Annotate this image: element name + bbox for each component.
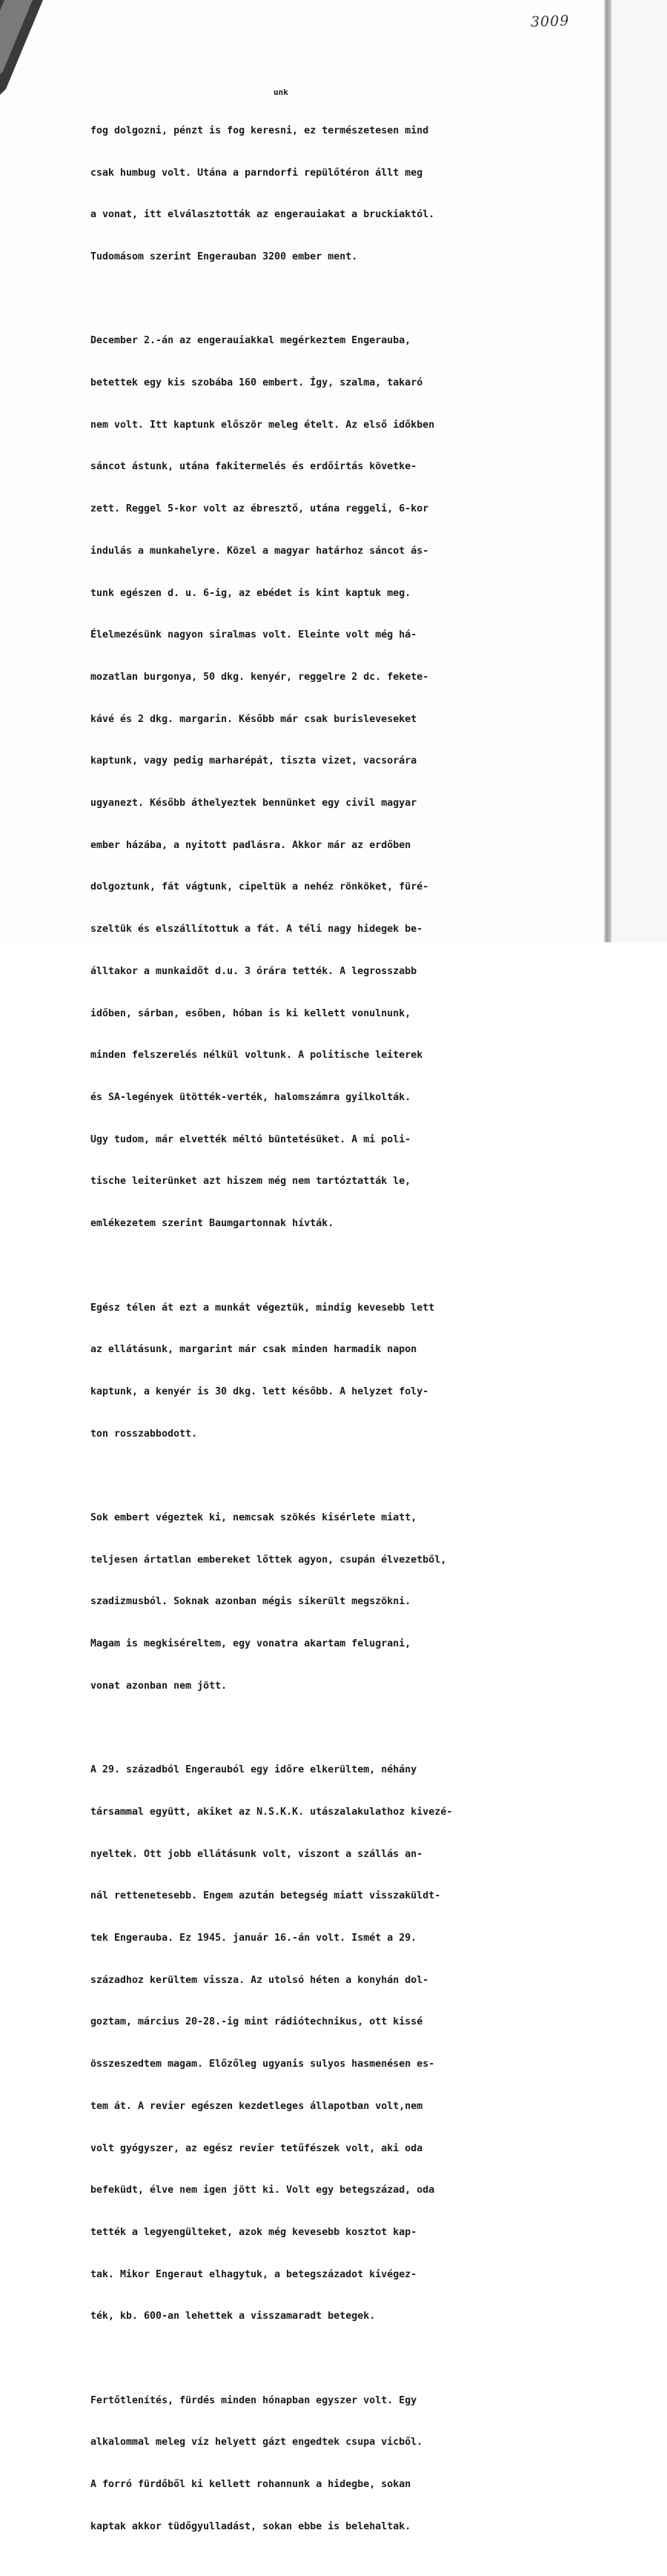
paragraph bbox=[90, 2366, 594, 2563]
text-line: tem át. A revier egészen kezdetleges állapotban volt,nem bbox=[90, 2100, 423, 2112]
text-line: vonat azonban nem jött. bbox=[90, 1680, 228, 1692]
text-line: December 2.-án az engerauiakkal megérkeztem Engerauba, bbox=[90, 335, 411, 347]
text-line: tunk egészen d. u. 6-ig, az ebédet is kint kaptuk meg. bbox=[90, 587, 411, 599]
paragraph bbox=[90, 307, 594, 1259]
text-line: betettek egy kis szobába 160 embert. Így, szalma, takaró bbox=[90, 377, 423, 389]
handwritten-insert: unk bbox=[273, 87, 288, 97]
paragraph bbox=[90, 1274, 594, 1470]
text-line: összeszedtem magam. Előzőleg ugyanis sulyos hasmenésen es- bbox=[90, 2059, 435, 2070]
page-number: 3009 bbox=[530, 13, 570, 30]
text-line: Fertőtlenítés, fürdés minden hónapban egyszer volt. Egy bbox=[90, 2394, 417, 2406]
text-line: az ellátásunk, margarint már csak minden harmadik napon bbox=[90, 1344, 417, 1356]
typed-text-body bbox=[90, 96, 594, 2576]
paragraph bbox=[90, 1735, 594, 2352]
text-line: tették a legyengülteket, azok még kevesebb kosztot kap- bbox=[90, 2226, 417, 2238]
text-line: indulás a munkahelyre. Közel a magyar határhoz sáncot ás- bbox=[90, 545, 429, 557]
text-line: Élelmezésünk nagyon siralmas volt. Eleinte volt még há- bbox=[90, 629, 417, 641]
scan-background bbox=[611, 0, 667, 942]
paper-edge bbox=[604, 0, 611, 942]
text-line: teljesen ártatlan embereket lőttek agyon, csupán élvezetből, bbox=[90, 1554, 447, 1566]
paragraph bbox=[90, 1483, 594, 1721]
text-line: nem volt. Itt kaptunk először meleg ételt. Az első időkben bbox=[90, 419, 435, 431]
paper-clip-shadow bbox=[0, 0, 52, 96]
text-line: tek Engerauba. Ez 1945. január 16.-án volt. Ismét a 29. bbox=[90, 1933, 417, 1944]
text-line: nál rettenetesebb. Engem azután betegség miatt visszaküldt- bbox=[90, 1890, 441, 1902]
text-line: A 29. századból Engerauból egy időre elkerültem, néhány bbox=[90, 1764, 417, 1776]
text-line: Sok embert végeztek ki, nemcsak szökés kisérlete miatt, bbox=[90, 1512, 417, 1524]
text-line: befeküdt, élve nem igen jött ki. Volt egy betegszázad, oda bbox=[90, 2185, 435, 2196]
text-line: tische leiterünket azt hiszem még nem tartóztatták le, bbox=[90, 1176, 411, 1188]
text-line: Ugy tudom, már elvették méltó büntetésüket. A mi poli- bbox=[90, 1133, 411, 1145]
text-line: társammal együtt, akiket az N.S.K.K. utászalakulathoz kivezé- bbox=[90, 1806, 453, 1818]
text-line: szeltük és elszállítottuk a fát. A téli nagy hidegek be- bbox=[90, 924, 423, 936]
text-line: ugyanezt. Később áthelyeztek bennünket egy civil magyar bbox=[90, 798, 417, 809]
text-line: minden felszerelés nélkül voltunk. A politische leiterek bbox=[90, 1050, 423, 1062]
text-line: kaptunk, a kenyér is 30 dkg. lett később. A helyzet foly- bbox=[90, 1385, 429, 1397]
text-line: volt gyógyszer, az egész revier tetűfészek volt, aki oda bbox=[90, 2142, 423, 2154]
text-line: szadizmusból. Soknak azonban mégis sikerült megszökni. bbox=[90, 1596, 411, 1608]
text-line: kaptunk, vagy pedig marharépát, tiszta vizet, vacsorára bbox=[90, 755, 417, 767]
text-line: ték, kb. 600-an lehettek a visszamaradt betegek. bbox=[90, 2311, 376, 2322]
text-line: Egész télen át ezt a munkát végeztük, mindig kevesebb lett bbox=[90, 1302, 435, 1314]
text-line: alkalommal meleg víz helyett gázt engedtek csupa vicből. bbox=[90, 2437, 423, 2448]
text-line: időben, sárban, esőben, hóban is ki kellett vonulnunk, bbox=[90, 1007, 411, 1019]
text-line: sáncot ástunk, utána fakitermelés és erdőirtás követke- bbox=[90, 461, 417, 473]
text-line: nyeltek. Ott jobb ellátásunk volt, viszont a szállás an- bbox=[90, 1848, 423, 1860]
text-line: tak. Mikor Engeraut elhagytuk, a betegszázadot kivégez- bbox=[90, 2268, 417, 2280]
text-line: emlékezetem szerint Baumgartonnak hívták. bbox=[90, 1218, 334, 1230]
text-line: mozatlan burgonya, 50 dkg. kenyér, reggelre 2 dc. fekete- bbox=[90, 671, 429, 683]
text-line: zett. Reggel 5-kor volt az ébresztő, utána reggeli, 6-kor bbox=[90, 503, 429, 515]
text-line: kaptak akkor tüdőgyulladást, sokan ebbe is belehaltak. bbox=[90, 2520, 411, 2532]
paragraph bbox=[90, 96, 594, 293]
text-line: ember házába, a nyitott padlásra. Akkor már az erdőben bbox=[90, 839, 411, 851]
text-line: Tudomásom szerint Engerauban 3200 ember ment. bbox=[90, 251, 358, 262]
text-line: ton rosszabbodott. bbox=[90, 1428, 198, 1440]
text-line: a vonat, itt elválasztották az engerauiakat a bruckiaktól. bbox=[90, 209, 435, 221]
text-line: goztam, március 20-28.-ig mint rádiótechnikus, ott kissé bbox=[90, 2016, 423, 2028]
text-line: fog dolgozni, pénzt is fog keresni, ez természetesen mind bbox=[90, 125, 429, 136]
text-line: és SA-legények ütötték-verték, halomszámra gyilkolták. bbox=[90, 1091, 411, 1103]
text-line: kávé és 2 dkg. margarin. Később már csak burisleveseket bbox=[90, 713, 417, 725]
text-line: századhoz kerültem vissza. Az utolsó héten a konyhán dol- bbox=[90, 1974, 429, 1986]
text-line: dolgoztunk, fát vágtunk, cipeltük a nehéz rönköket, füré- bbox=[90, 881, 429, 893]
text-line: Magam is megkiséreltem, egy vonatra akartam felugrani, bbox=[90, 1638, 411, 1650]
text-line: csak humbug volt. Utána a parndorfi repülőtéron állt meg bbox=[90, 167, 423, 179]
text-line: A forró fürdőből ki kellett rohannunk a hidegbe, sokan bbox=[90, 2479, 411, 2491]
text-line: álltakor a munkaidőt d.u. 3 órára tették. A legrosszabb bbox=[90, 965, 417, 977]
